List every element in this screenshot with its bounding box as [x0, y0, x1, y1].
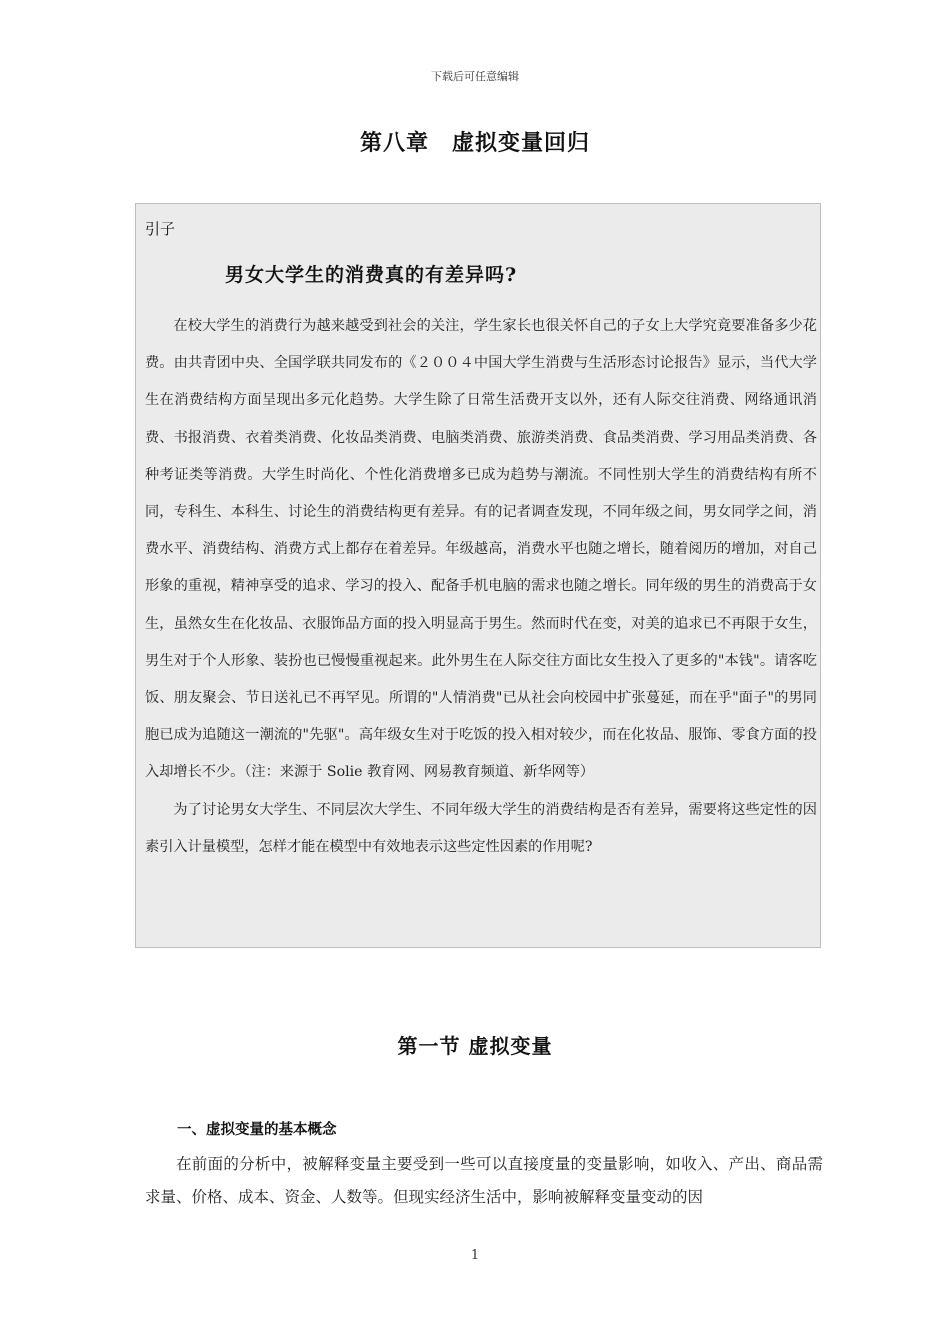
- body-text: [145, 1148, 823, 1214]
- subsection-title: 一、虚拟变量的基本概念: [177, 1122, 337, 1138]
- intro-paragraph-2: 为了讨论男女大学生、不同层次大学生、不同年级大学生的消费结构是否有差异，需要将这些定性的因素引入计量模型，怎样才能在模型中有效地表示这些定性因素的作用呢?: [145, 801, 817, 855]
- intro-paragraph-1: 在校大学生的消费行为越来越受到社会的关注，学生家长也很关怀自己的子女上大学究竟要准备多少花费。由共青团中央、全国学联共同发布的《２００４中国大学生消费与生活形态讨论报告》显示，当代大学生在消费结构方面呈现出多元化趋势。大学生除了日常生活费开支以外，还有人际交往消费、网络通讯消费、书报消费、衣着类消费、化妆品类消费、电脑类消费、旅游类消费、食品类消费、学习用品类消费、各种考证类等消费。大学生时尚化、个性化消费增多已成为趋势与潮流。不同性别大学生的消费结构有所不同，专科生、本科生、讨论生的消费结构更有差异。有的记者调查发现，不同年级之间，男女同学之间，消费水平、消费结构、消费方式上都存在着差异。年级越高，消费水平也随之增长，随着阅历的增加，对自己形象的重视，精神享受的追求、学习的投入、配备手机电脑的需求也随之增长。同年级的男生的消费高于女生，虽然女生在化妆品、衣服饰品方面的投入明显高于男生。然而时代在变，对美的追求已不再限于女生，男生对于个人形象、装扮也已慢慢重视起来。此外男生在人际交往方面比女生投入了更多的"本钱"。请客吃饭、朋友聚会、节日送礼已不再罕见。所谓的"人情消费"已从社会向校园中扩张蔓延，而在乎"面子"的男同胞已成为追随这一潮流的"先驱"。高年级女生对于吃饭的投入相对较少，而在化妆品、服饰、零食方面的投入却增长不少。（注：来源于 Solie 教育网、网易教育频道、新华网等）: [145, 318, 817, 781]
- page-number: 1: [470, 1248, 480, 1263]
- intro-label: 引子: [145, 220, 176, 238]
- intro-text: [145, 308, 817, 866]
- intro-heading: 男女大学生的消费真的有差异吗?: [225, 264, 518, 286]
- body-paragraph: 在前面的分析中，被解释变量主要受到一些可以直接度量的变量影响，如收入、产出、商品需求量、价格、成本、资金、人数等。但现实经济生活中，影响被解释变量变动的因: [145, 1155, 823, 1206]
- section-title: 第一节 虚拟变量: [397, 1034, 553, 1058]
- chapter-title: 第八章 虚拟变量回归: [359, 131, 590, 156]
- header-note: 下载后可任意编辑: [431, 70, 519, 83]
